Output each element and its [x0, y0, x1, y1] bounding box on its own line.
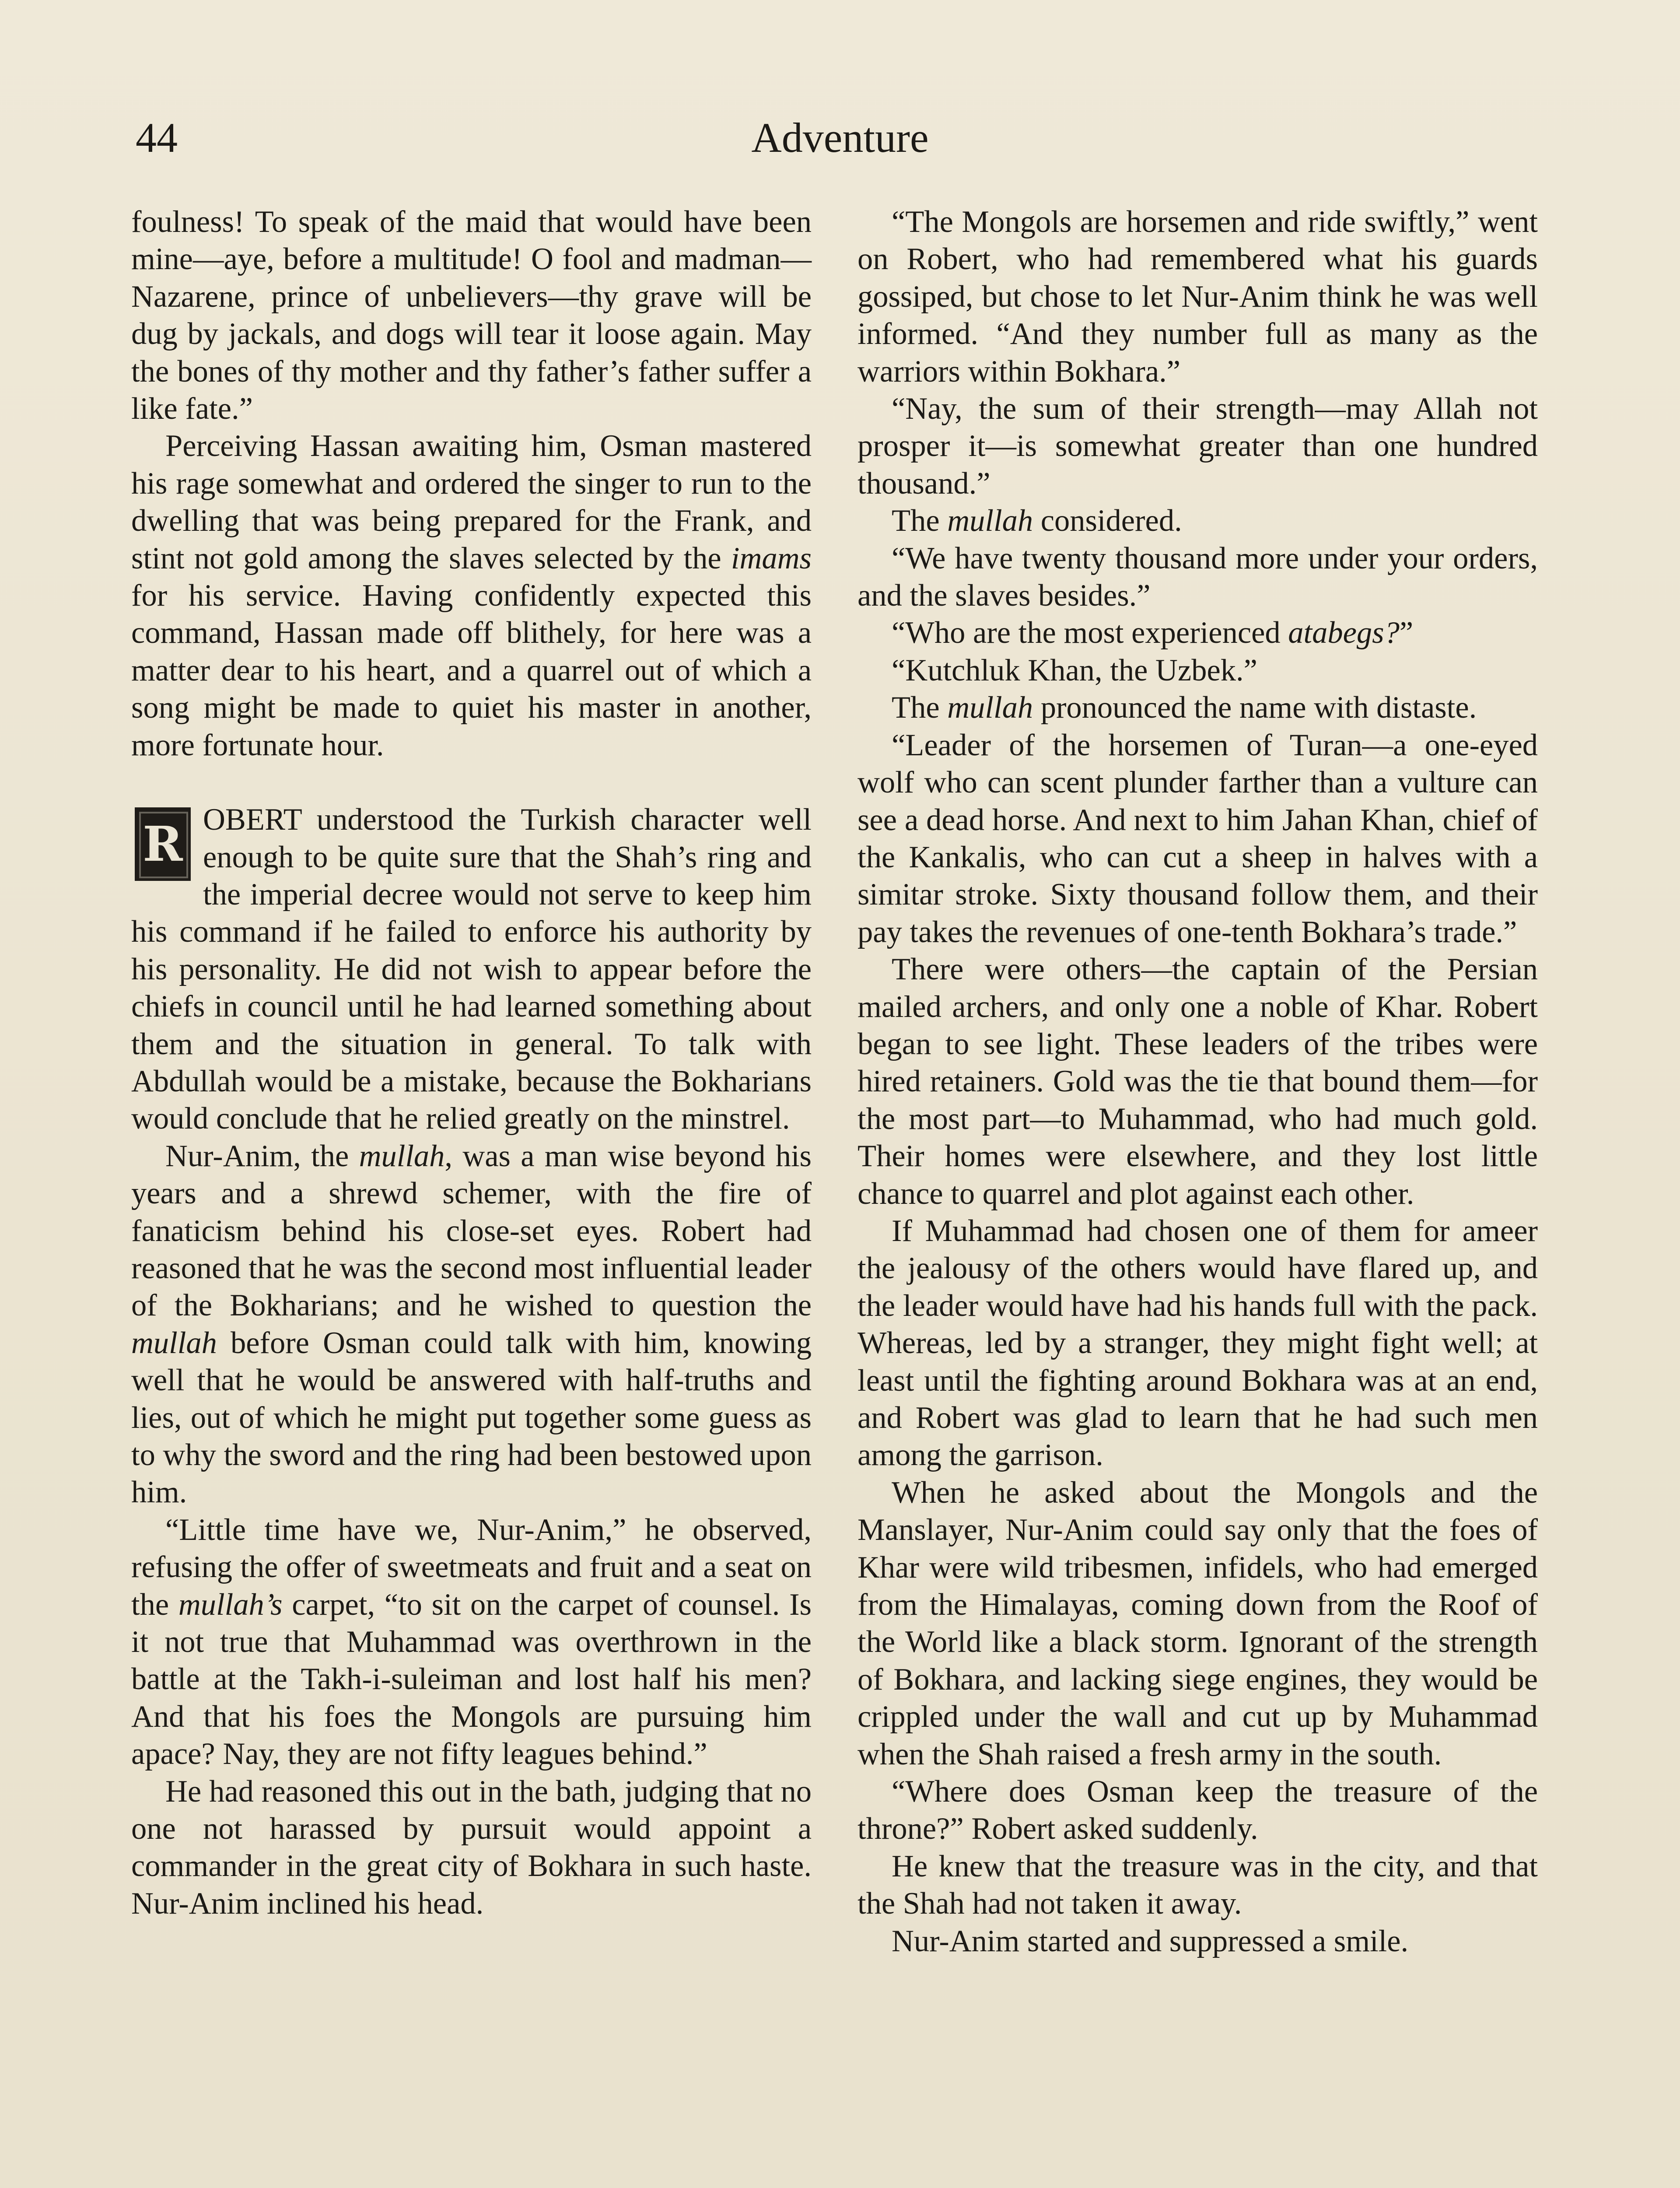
- paragraph: “Who are the most experienced atabegs?”: [892, 616, 1414, 650]
- left-column: [131, 203, 812, 1922]
- paragraph: “The Mongols are horsemen and ride swiftly,” went on Robert, who had remembered what his guards gossiped, but chose to let Nur-Anim think he was well informed. “And they number full as many as the warriors within Bokhara.”: [858, 205, 1538, 389]
- paragraph: There were others—the captain of the Persian mailed archers, and only one a noble of Khar. Robert began to see light. These leaders of the tribes were hired retainers. Gold was the tie that bound them—for the most part—to Muhammad, who had much gold. Their homes were elsewhere, and they lost little chance to quarrel and plot against each other.: [858, 952, 1538, 1211]
- page-header: [131, 109, 1549, 166]
- page-number: 44: [136, 114, 178, 161]
- paragraph: “We have twenty thousand more under your orders, and the slaves besides.”: [858, 541, 1538, 613]
- running-title: Adventure: [751, 114, 929, 161]
- paragraph: The mullah pronounced the name with distaste.: [892, 691, 1477, 725]
- paragraph: He had reasoned this out in the bath, judging that no one not harassed by pursuit would appoint a commander in the great city of Bokhara in such haste. Nur-Anim inclined his head.: [131, 1774, 812, 1921]
- paragraph: “Where does Osman keep the treasure of the throne?” Robert asked suddenly.: [858, 1774, 1538, 1846]
- drop-cap-ornament: [135, 807, 191, 881]
- paragraph: [131, 801, 812, 1138]
- paragraph: Perceiving Hassan awaiting him, Osman mastered his rage somewhat and ordered the singer to run to the dwelling that was being prepared for the Frank, and stint not gold among the slaves selected by the imams for his service. Having confidently expected this command, Hassan made off blithely, for here was a matter dear to his heart, and a quarrel out of which a song might be made to quiet his master in another, more fortunate hour.: [131, 429, 812, 762]
- paragraph: “Kutchluk Khan, the Uzbek.”: [892, 653, 1257, 687]
- paragraph: Nur-Anim, the mullah, was a man wise beyond his years and a shrewd schemer, with the fire of fanaticism behind his close-set eyes. Robert had reasoned that he was the second most influential leader of the Bokharians; and he wished to question the mullah before Osman could talk with him, knowing well that he would be answered with half-truths and lies, out of which he might put together some guess as to why the sword and the ring had been bestowed upon him.: [131, 1139, 812, 1510]
- paragraph: Nur-Anim started and suppressed a smile.: [892, 1924, 1409, 1958]
- paragraph: foulness! To speak of the maid that would have been mine—aye, before a multitude! O fool and madman—Nazarene, prince of unbelievers—thy grave will be dug by jackals, and dogs will tear it loose again. May the bones of thy mother and thy father’s father suffer a like fate.”: [131, 205, 812, 426]
- paragraph-text: OBERT understood the Turkish character well enough to be quite sure that the Shah’s ring and the imperial decree would not serve to keep him his command if he failed to enforce his authority by his personality. He did not wish to appear before the chiefs in council until he had learned something about them and the situation in general. To talk with Abdullah would be a mistake, because the Bokharians would conclude that he relied greatly on the minstrel.: [131, 803, 812, 1136]
- paragraph: When he asked about the Mongols and the Manslayer, Nur-Anim could say only that the foes of Khar were wild tribesmen, infidels, who had emerged from the Himalayas, coming down from the Roof of the World like a black storm. Ignorant of the strength of Bokhara, and lacking siege engines, they would be crippled under the wall and cut up by Muhammad when the Shah raised a fresh army in the south.: [858, 1475, 1538, 1771]
- paragraph: The mullah considered.: [892, 504, 1182, 538]
- paragraph: “Nay, the sum of their strength—may Allah not prosper it—is somewhat greater than one hundred thousand.”: [858, 392, 1538, 501]
- paragraph: “Leader of the horsemen of Turan—a one-eyed wolf who can scent plunder farther than a vulture can see a dead horse. And next to him Jahan Khan, chief of the Kankalis, who can cut a sheep in halves with a simitar stroke. Sixty thousand follow them, and their pay takes the revenues of one-tenth Bokhara’s trade.”: [858, 728, 1538, 949]
- paragraph: He knew that the treasure was in the city, and that the Shah had not taken it away.: [858, 1849, 1538, 1921]
- drop-cap-letter: R: [143, 816, 183, 873]
- paragraph: If Muhammad had chosen one of them for ameer the jealousy of the others would have flared up, and the leader would have had his hands full with the pack. Whereas, led by a stranger, they might fight well; at least until the fighting around Bokhara was at an end, and Robert was glad to learn that he had such men among the garrison.: [858, 1213, 1538, 1473]
- paragraph: “Little time have we, Nur-Anim,” he observed, refusing the offer of sweetmeats and fruit and a seat on the mullah’s carpet, “to sit on the carpet of counsel. Is it not true that Muhammad was overthrown in the battle at the Takh-i-suleiman and lost half his men? And that his foes the Mongols are pursuing him apace? Nay, they are not fifty leagues behind.”: [131, 1512, 812, 1771]
- right-column: [858, 203, 1538, 1960]
